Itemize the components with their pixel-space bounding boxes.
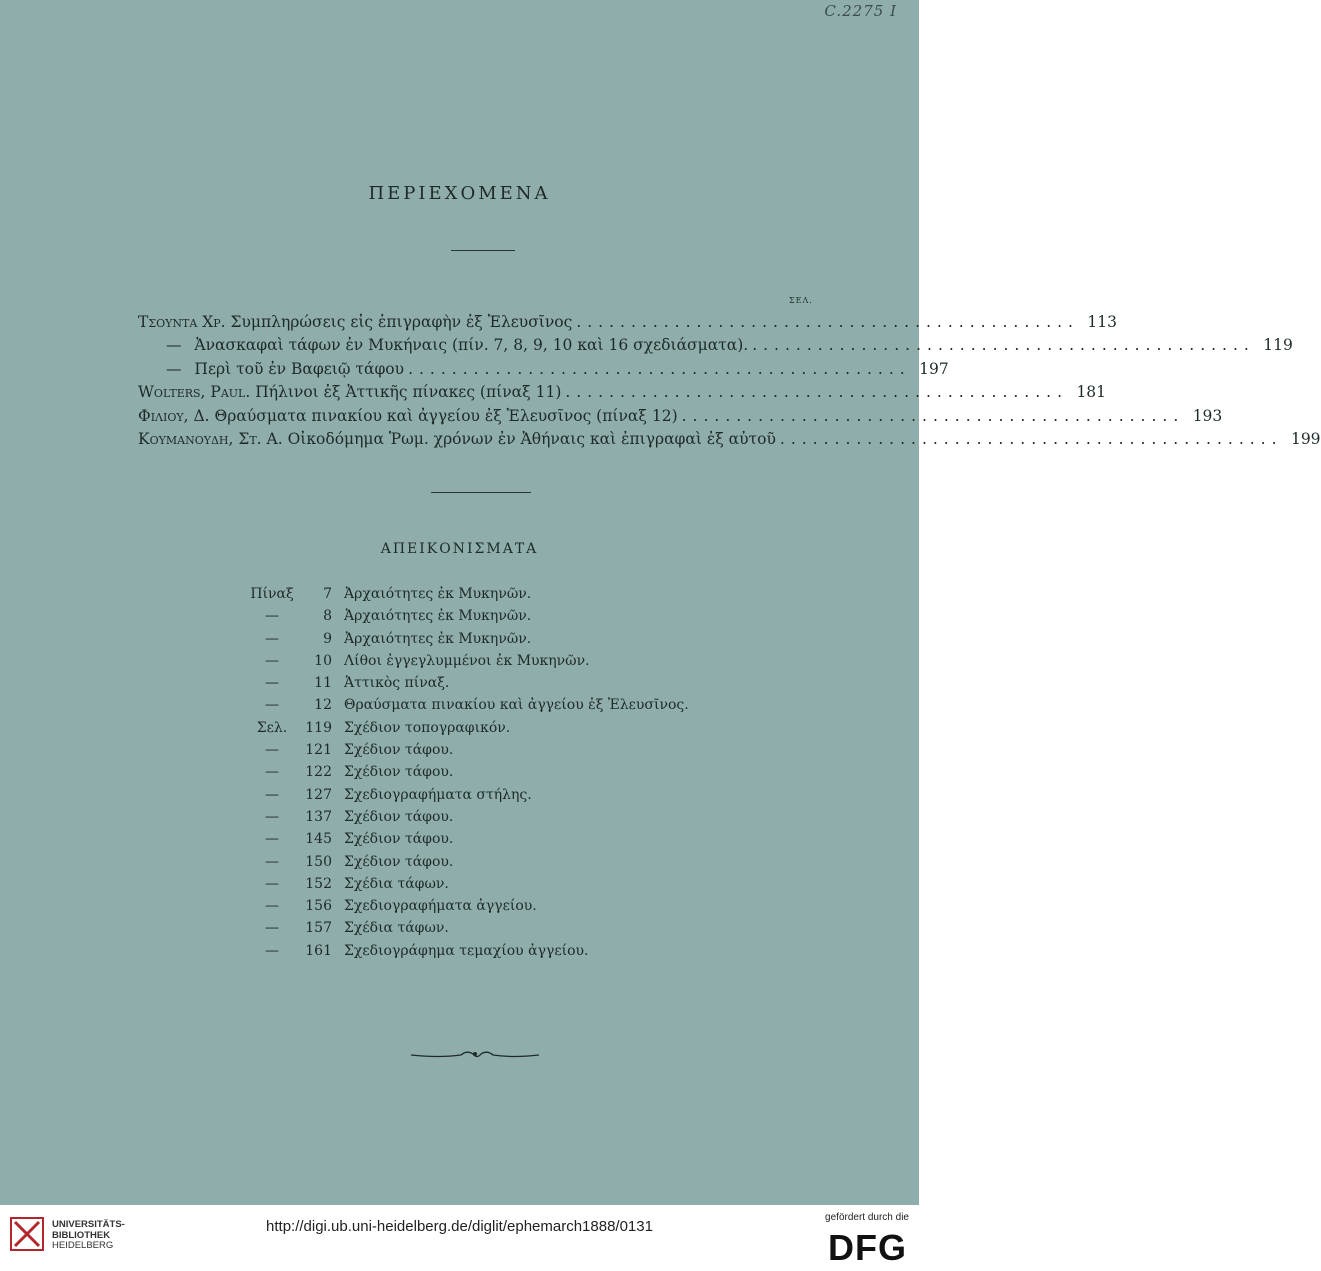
- illustration-description: Σχέδιον τάφου.: [344, 808, 454, 825]
- illustration-number: 152: [305, 875, 332, 892]
- illustration-number: 156: [305, 898, 332, 915]
- toc-title: Θραύσματα πινακίου καὶ ἀγγείου ἐξ Ἐλευσῖνος (πίναξ 12): [209, 406, 678, 425]
- leader-dots: ..............................................: [565, 383, 1069, 402]
- illustration-description: Σχέδιον τάφου.: [344, 764, 454, 781]
- illustration-row: [250, 764, 689, 786]
- illustration-row: [250, 854, 689, 876]
- illustration-label: —: [265, 675, 279, 692]
- illustration-label: —: [265, 608, 279, 625]
- illustration-description: Σχέδιον τάφου.: [344, 742, 454, 759]
- illustration-label: —: [265, 786, 279, 803]
- contents-list: [138, 313, 1321, 453]
- illustration-number: 157: [305, 920, 332, 937]
- toc-author: Wolters, Paul.: [138, 383, 251, 402]
- toc-row: [138, 313, 1117, 336]
- illustration-description: Σχέδια τάφων.: [344, 920, 449, 937]
- illustration-description: Θραύσματα πινακίου καὶ ἀγγείου ἐξ Ἐλευσῖνος.: [344, 697, 689, 714]
- toc-row: [138, 383, 1107, 406]
- toc-page: 193: [1192, 406, 1223, 425]
- illustration-number: 127: [305, 786, 332, 803]
- toc-entry: [138, 360, 404, 378]
- illustration-description: Ἀρχαιότητες ἐκ Μυκηνῶν.: [344, 608, 532, 625]
- illustration-label: —: [265, 942, 279, 959]
- leader-dots: ..............................................: [681, 406, 1185, 425]
- toc-title: Πήλινοι ἐξ Ἀττικῆς πίνακες (πίναξ 11): [250, 383, 562, 402]
- illustration-row: [250, 720, 689, 742]
- illustration-label: Πίναξ: [250, 586, 294, 602]
- illustration-number: 12: [314, 697, 332, 714]
- toc-entry: [138, 336, 748, 354]
- toc-author: —: [166, 359, 182, 378]
- toc-row: [138, 336, 1293, 359]
- illustration-row: [250, 742, 689, 764]
- toc-title: Συμπληρώσεις εἰς ἐπιγραφὴν ἐξ Ἐλευσῖνος: [225, 313, 573, 331]
- illustration-row: [250, 876, 689, 898]
- library-line-2: BIBLIOTHEK: [52, 1229, 111, 1241]
- toc-author: Φιλιου, Δ.: [138, 406, 210, 425]
- illustration-row: [250, 608, 689, 630]
- illustration-row: [250, 653, 689, 675]
- illustration-description: Σχέδια τάφων.: [344, 875, 449, 892]
- illustration-number: 150: [305, 853, 332, 870]
- illustration-number: 122: [305, 764, 332, 781]
- illustration-description: Σχεδιογραφήματα ἀγγείου.: [344, 898, 537, 915]
- dfg-logo: DFG: [828, 1227, 907, 1268]
- toc-entry: [138, 430, 776, 448]
- illustration-label: —: [265, 898, 279, 915]
- illustration-description: Σχεδιογράφημα τεμαχίου ἀγγείου.: [344, 942, 589, 959]
- illustration-label: —: [265, 697, 279, 714]
- illustration-description: Σχέδιον τάφου.: [344, 831, 454, 848]
- toc-author: —: [166, 336, 182, 355]
- illustration-label: —: [265, 630, 279, 647]
- funding-label: gefördert durch die: [825, 1212, 909, 1223]
- illustration-row: [250, 831, 689, 853]
- illustration-label: Σελ.: [256, 719, 288, 736]
- illustration-number: 161: [305, 942, 332, 959]
- illustration-row: [250, 787, 689, 809]
- toc-entry: [138, 313, 572, 331]
- library-line-1: UNIVERSITÄTS-: [52, 1219, 125, 1230]
- illustration-number: 121: [305, 742, 332, 759]
- divider: [431, 492, 531, 493]
- illustration-description: Σχέδιον τάφου.: [344, 853, 454, 870]
- illustration-description: Ἀττικὸς πίναξ.: [344, 675, 450, 692]
- leader-dots: ..............................................: [408, 359, 911, 378]
- illustration-description: Λίθοι ἐγγεγλυμμένοι ἐκ Μυκηνῶν.: [344, 652, 590, 669]
- illustration-row: [250, 586, 689, 608]
- illustration-description: Ἀρχαιότητες ἐκ Μυκηνῶν.: [344, 586, 532, 602]
- illustration-row: [250, 809, 689, 831]
- permalink[interactable]: http://digi.ub.uni-heidelberg.de/diglit/ephemarch1888/0131: [266, 1218, 653, 1235]
- leader-dots: ..............................................: [752, 336, 1255, 355]
- illustration-label: —: [265, 853, 279, 870]
- illustration-number: 8: [323, 608, 332, 625]
- illustration-row: [250, 675, 689, 697]
- toc-title: Περὶ τοῦ ἐν Βαφειῷ τάφου: [189, 359, 405, 378]
- illustration-row: [250, 943, 689, 965]
- illustration-description: Σχεδιογραφήματα στήλης.: [344, 786, 532, 803]
- illustration-label: —: [265, 831, 279, 848]
- illustration-label: —: [265, 652, 279, 669]
- footer-bar: [0, 1205, 919, 1271]
- illustration-label: —: [265, 875, 279, 892]
- toc-title: Οἰκοδόμημα Ῥωμ. χρόνων ἐν Ἀθήναις καὶ ἐπιγραφαὶ ἐξ αὐτοῦ: [282, 429, 776, 448]
- illustrations-list: [250, 586, 689, 965]
- illustration-label: —: [265, 742, 279, 759]
- library-line-3: HEIDELBERG: [52, 1240, 114, 1251]
- shelfmark: C.2275 I: [824, 2, 897, 20]
- toc-page: 119: [1263, 336, 1293, 355]
- illustration-label: —: [265, 920, 279, 937]
- toc-row: [138, 359, 949, 383]
- page-column-label: ΣΕΛ.: [789, 296, 813, 305]
- illustration-number: 11: [314, 675, 332, 692]
- toc-author: Κουμανουδη, Στ. Α.: [138, 429, 283, 448]
- illustration-description: Ἀρχαιότητες ἐκ Μυκηνῶν.: [344, 630, 532, 647]
- illustration-number: 145: [305, 831, 332, 848]
- toc-page: 197: [919, 359, 949, 378]
- illustration-number: 10: [314, 652, 332, 669]
- illustration-row: [250, 631, 689, 653]
- illustration-number: 137: [305, 808, 332, 825]
- ornament-divider: [409, 1047, 541, 1063]
- toc-page: 181: [1076, 383, 1107, 402]
- leader-dots: ..............................................: [779, 429, 1283, 448]
- toc-entry: [138, 407, 678, 425]
- illustrations-heading: ΑΠΕΙΚΟΝΙΣΜΑΤΑ: [380, 541, 539, 557]
- toc-row: [138, 429, 1321, 453]
- toc-entry: [138, 383, 561, 401]
- illustration-number: 119: [305, 719, 332, 736]
- contents-heading: ΠΕΡΙΕΧΟΜΕΝΑ: [368, 183, 551, 204]
- illustration-number: 9: [323, 630, 332, 647]
- toc-page: 199: [1290, 429, 1321, 448]
- divider: [451, 250, 515, 251]
- toc-title: Ἀνασκαφαὶ τάφων ἐν Μυκήναις (πίν. 7, 8, 9, 10 καὶ 16 σχεδιάσματα).: [189, 336, 749, 355]
- illustration-row: [250, 920, 689, 942]
- illustration-label: —: [265, 808, 279, 825]
- illustration-label: —: [265, 764, 279, 781]
- illustration-description: Σχέδιον τοπογραφικόν.: [344, 719, 511, 736]
- leader-dots: ..............................................: [576, 313, 1079, 331]
- toc-row: [138, 406, 1223, 430]
- toc-author: Τσουντα Χρ.: [138, 313, 226, 331]
- illustration-row: [250, 898, 689, 920]
- toc-page: 113: [1087, 313, 1117, 331]
- illustration-number: 7: [323, 586, 332, 602]
- illustration-row: [250, 697, 689, 719]
